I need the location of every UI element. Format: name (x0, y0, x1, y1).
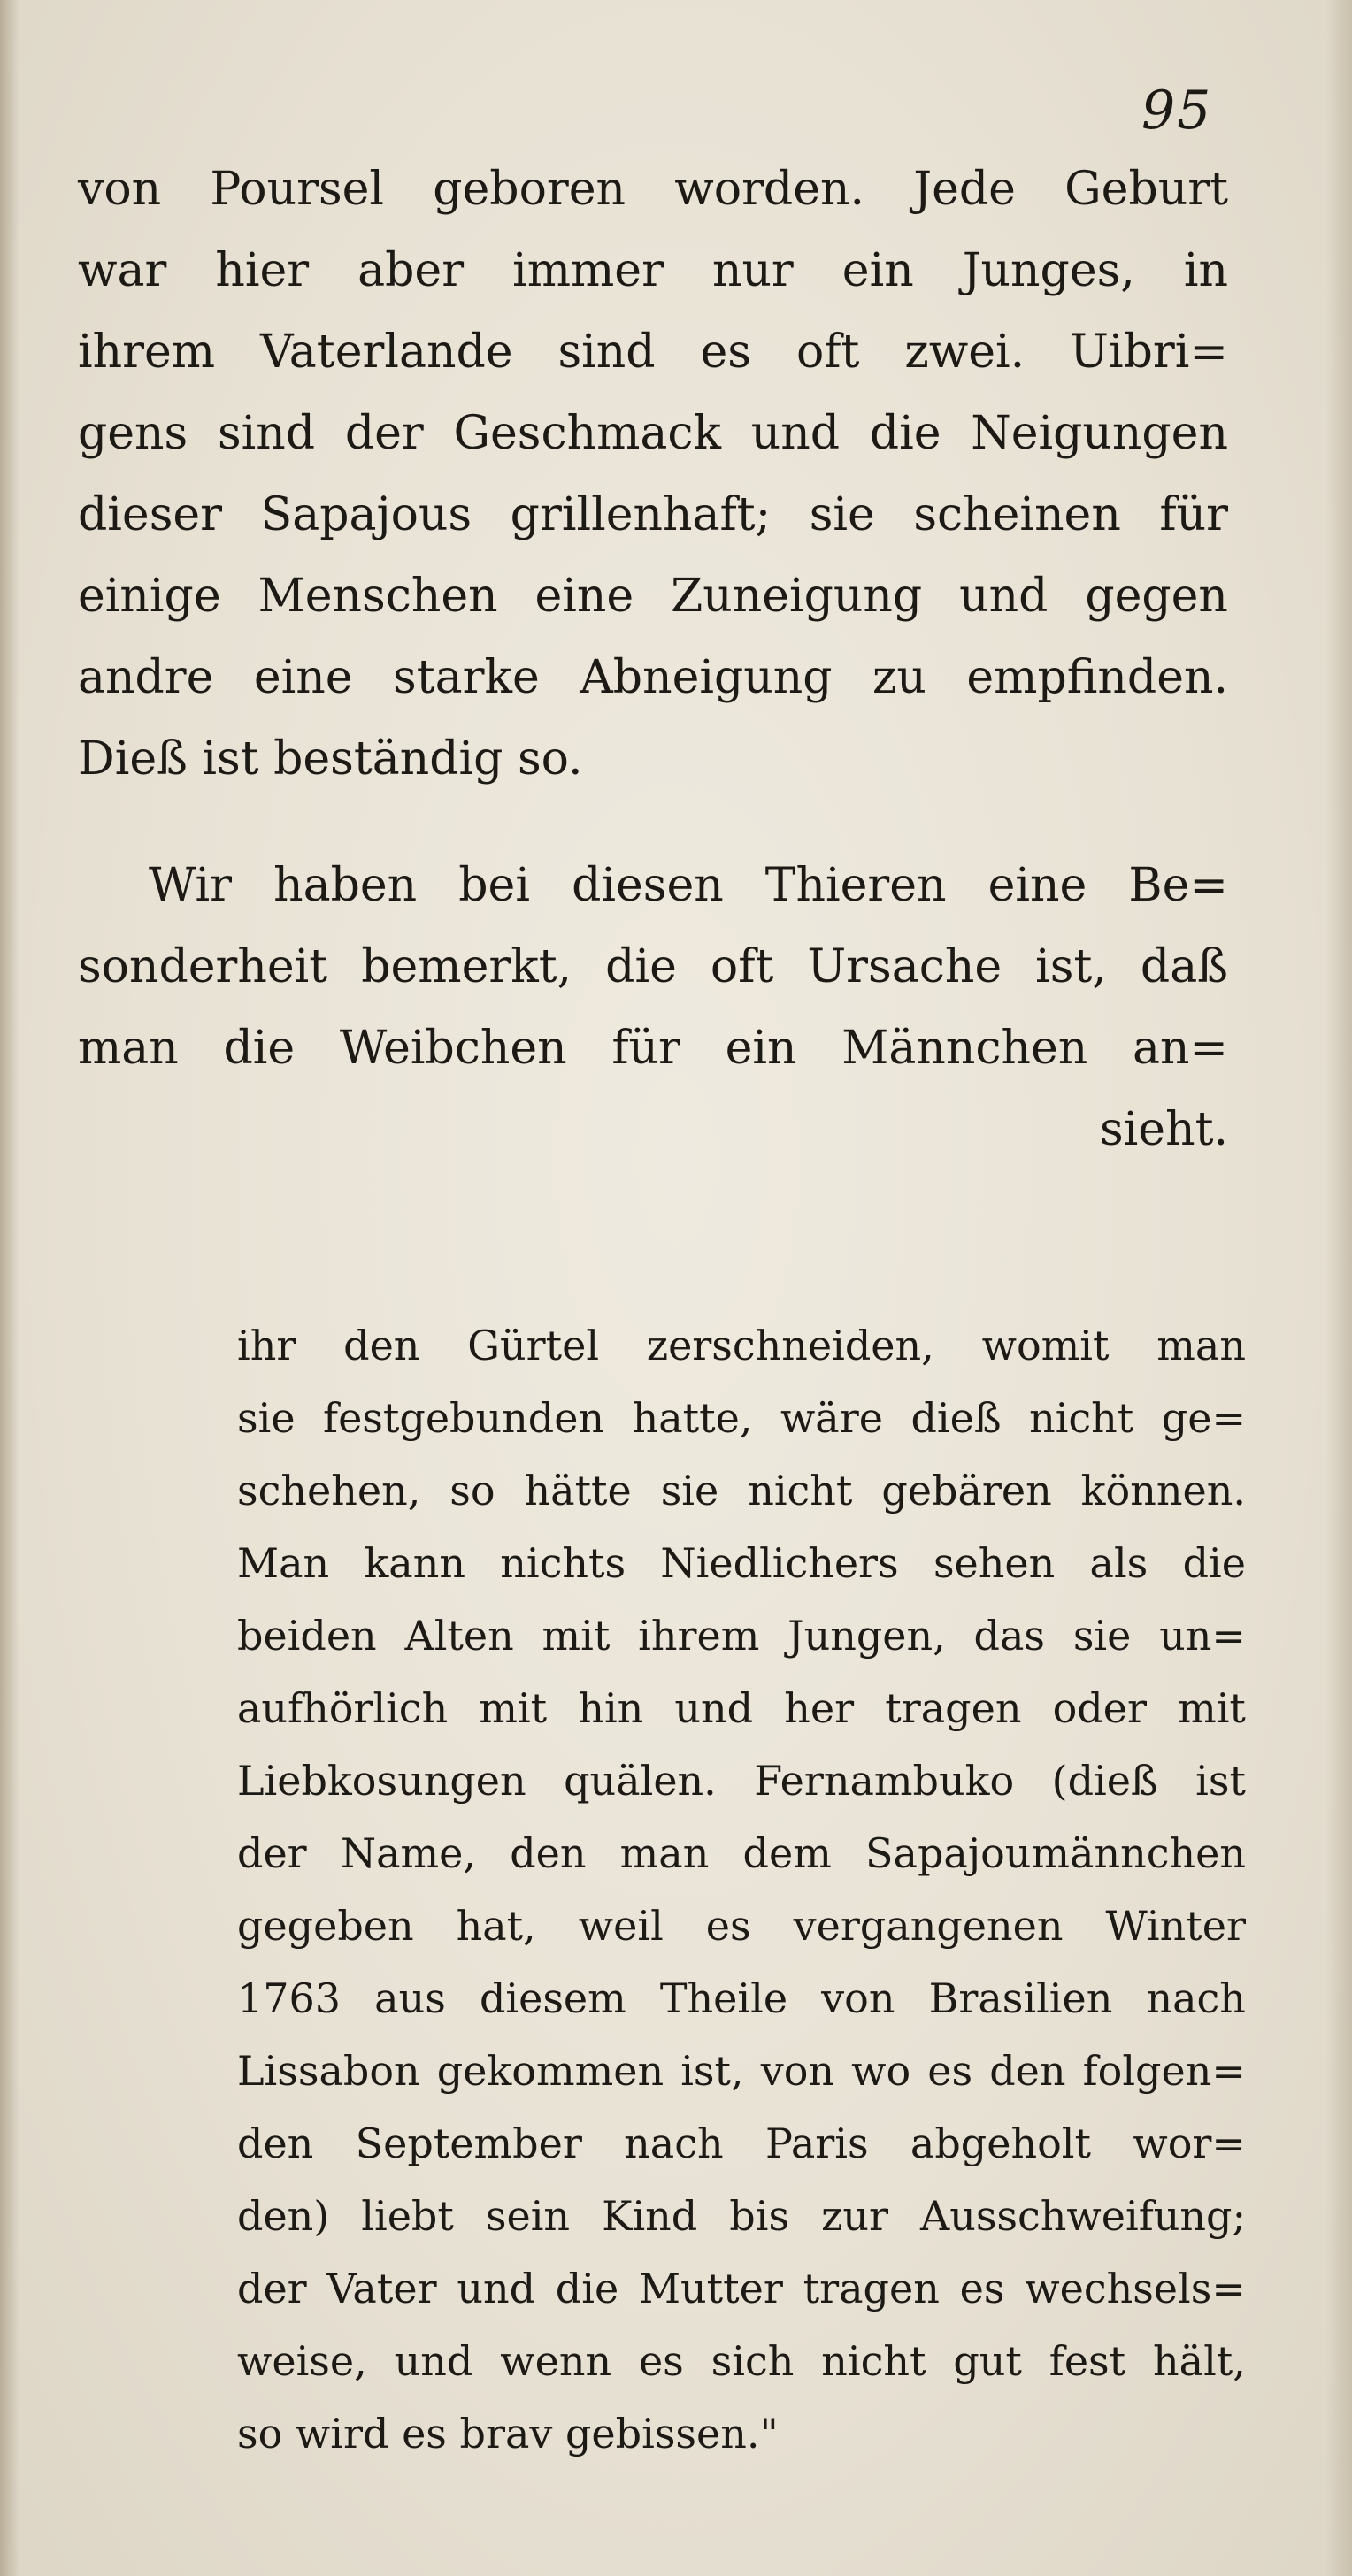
word: wechsels= (1025, 2265, 1246, 2312)
word: den (237, 2120, 314, 2167)
word: ihrem (638, 1612, 760, 1660)
word: Jungen, (787, 1612, 946, 1660)
word: Geburt (1064, 163, 1228, 216)
quote-line (237, 1890, 1246, 1962)
word: Fernambuko (754, 1757, 1015, 1805)
word: hier (215, 244, 310, 297)
word: scheinen (913, 488, 1121, 541)
paragraph-2 (78, 845, 1228, 1170)
word: aber (357, 244, 465, 297)
word: Name, (340, 1829, 476, 1877)
word: bis (729, 2192, 790, 2240)
quote-line (237, 1527, 1246, 1599)
word: tragen (885, 1684, 1022, 1732)
word: grillenhaft; (510, 488, 772, 541)
word: Winter (1105, 1902, 1246, 1950)
word: zerschneiden, (646, 1322, 934, 1369)
word: und (674, 1684, 754, 1732)
word: Paris (764, 2120, 869, 2167)
word: mit (1178, 1684, 1246, 1732)
word: September (355, 2120, 582, 2167)
word: nach (1146, 1974, 1246, 2022)
quote-line (237, 1454, 1246, 1527)
word: es (705, 1902, 751, 1950)
word: kann (364, 1539, 465, 1587)
paragraph-1-line (78, 637, 1228, 718)
word: die (605, 940, 677, 993)
word: folgen= (1082, 2047, 1246, 2095)
word: Theile (659, 1974, 788, 2022)
word: einige (78, 570, 221, 623)
paragraph-2-line (78, 845, 1228, 926)
word: es (927, 2047, 973, 2095)
word: nur (711, 244, 794, 297)
word: Brasilien (928, 1974, 1113, 2022)
word: womit (981, 1322, 1110, 1369)
page-edge-shadow-left (0, 0, 19, 2576)
word: beiden (237, 1612, 377, 1660)
paragraph-1-line: Dieß ist beständig so. (78, 732, 583, 786)
word: sich (711, 2337, 795, 2385)
word: gegeben (237, 1902, 414, 1950)
word: ist (1195, 1757, 1246, 1805)
word: bemerkt, (361, 940, 572, 993)
word: zu (872, 651, 926, 704)
word: sind (217, 407, 316, 460)
word: wäre (780, 1394, 883, 1442)
word: Sapajoumännchen (865, 1829, 1246, 1877)
word: mit (542, 1612, 611, 1660)
quote-line (237, 1599, 1246, 1672)
word: abgeholt (910, 2120, 1091, 2167)
quote-line (237, 2107, 1246, 2180)
word: eine (534, 570, 634, 623)
word: die (869, 407, 941, 460)
page-number: 95 (1141, 80, 1213, 142)
word: Uibri= (1070, 326, 1228, 379)
word: fest (1049, 2337, 1126, 2385)
word: Thieren (764, 859, 947, 912)
quote-line (237, 2035, 1246, 2107)
word: den (989, 2047, 1066, 2095)
word: eine (253, 651, 353, 704)
word: von (760, 2047, 835, 2095)
quote-line (237, 1744, 1246, 1817)
word: gut (953, 2337, 1022, 2385)
word: sehen (933, 1539, 1056, 1587)
word: Geschmack (453, 407, 722, 460)
paragraph-2-line (78, 1008, 1228, 1089)
word: mit (479, 1684, 548, 1732)
paragraph-2-line: sieht. (1099, 1103, 1228, 1156)
word: Man (237, 1539, 330, 1587)
word: die (555, 2265, 619, 2312)
quoted-passage (237, 1309, 1246, 2470)
word: sie (809, 488, 875, 541)
word: hat, (456, 1902, 536, 1950)
word: ist, (1035, 940, 1107, 993)
word: oft (710, 940, 774, 993)
word: wo (851, 2047, 911, 2095)
word: es (700, 326, 751, 379)
word: zwei. (904, 326, 1026, 379)
word: diesen (572, 859, 724, 912)
word: ihr (237, 1322, 296, 1369)
word: den (510, 1829, 587, 1877)
word: Wir (149, 859, 233, 912)
word: hin (578, 1684, 644, 1732)
word: können. (1080, 1467, 1246, 1514)
paragraph-1-line (78, 556, 1228, 637)
word: in (1183, 244, 1228, 297)
word: ein (841, 244, 914, 297)
word: Gürtel (467, 1322, 600, 1369)
word: geboren (433, 163, 626, 216)
word: gekommen (436, 2047, 664, 2095)
word: von (821, 1974, 895, 2022)
word: eine (987, 859, 1087, 912)
word: Kind (602, 2192, 698, 2240)
word: hätte (524, 1467, 632, 1514)
word: für (1159, 488, 1228, 541)
quote-line (237, 1962, 1246, 2035)
word: dem (742, 1829, 832, 1877)
word: bei (458, 859, 530, 912)
word: zur (821, 2192, 888, 2240)
word: für (611, 1022, 680, 1075)
word: starke (393, 651, 540, 704)
word: Menschen (257, 570, 498, 623)
word: daß (1140, 940, 1228, 993)
word: weil (578, 1902, 664, 1950)
word: sie (1072, 1612, 1132, 1660)
word: hatte, (632, 1394, 753, 1442)
word: von (78, 163, 162, 216)
word: sein (485, 2192, 571, 2240)
word: ein (725, 1022, 797, 1075)
word: Be= (1128, 859, 1228, 912)
word: aufhörlich (237, 1684, 449, 1732)
word: Ursache (807, 940, 1002, 993)
word: der (344, 407, 424, 460)
word: so (449, 1467, 495, 1514)
word: gebären (881, 1467, 1052, 1514)
word: Junges, (962, 244, 1135, 297)
word: man (1156, 1322, 1246, 1369)
quote-line (237, 2180, 1246, 2252)
word: quälen. (564, 1757, 717, 1805)
paragraph-1-line (78, 474, 1228, 556)
word: andre (78, 651, 214, 704)
word: Sapajous (260, 488, 472, 541)
word: Vater (326, 2265, 437, 2312)
word: dieser (78, 488, 223, 541)
word: war (78, 244, 167, 297)
quote-line (237, 1672, 1246, 1744)
word: nicht (1029, 1394, 1134, 1442)
word: nicht (821, 2337, 926, 2385)
word: der (237, 1829, 307, 1877)
word: vergangenen (793, 1902, 1064, 1950)
word: das (973, 1612, 1046, 1660)
quote-line: so wird es brav gebissen." (237, 2410, 779, 2457)
word: un= (1159, 1612, 1246, 1660)
word: liebt (361, 2192, 454, 2240)
word: Alten (404, 1612, 514, 1660)
paragraph-1-line (78, 393, 1228, 474)
word: als (1089, 1539, 1148, 1587)
word: gens (78, 407, 188, 460)
word: es (638, 2337, 684, 2385)
word: Poursel (210, 163, 385, 216)
word: oft (795, 326, 860, 379)
word: aus (374, 1974, 446, 2022)
word: Abneigung (580, 651, 833, 704)
word: ist, (680, 2047, 744, 2095)
page-edge-shadow-right (1325, 0, 1352, 2576)
word: sie (237, 1394, 296, 1442)
word: und (959, 570, 1049, 623)
paragraph-2-line (78, 926, 1228, 1008)
word: Ausschweifung; (919, 2192, 1246, 2240)
word: schehen, (237, 1467, 421, 1514)
quote-line (237, 1382, 1246, 1454)
word: sie (660, 1467, 719, 1514)
word: Lissabon (237, 2047, 420, 2095)
word: 1763 (237, 1974, 342, 2022)
word: Weibchen (339, 1022, 567, 1075)
word: wor= (1133, 2120, 1246, 2167)
word: nichts (500, 1539, 626, 1587)
paragraph-1 (78, 149, 1228, 800)
word: die (223, 1022, 296, 1075)
word: man (78, 1022, 179, 1075)
paragraph-1-line (78, 230, 1228, 311)
paragraph-1-line (78, 311, 1228, 393)
word: gegen (1085, 570, 1228, 623)
word: Männchen (841, 1022, 1088, 1075)
quote-line (237, 1309, 1246, 1382)
word: die (1182, 1539, 1246, 1587)
word: Vaterlande (260, 326, 513, 379)
word: Jede (913, 163, 1016, 216)
word: nach (624, 2120, 724, 2167)
word: sind (557, 326, 656, 379)
word: Mutter (638, 2265, 783, 2312)
word: an= (1132, 1022, 1228, 1075)
word: nicht (748, 1467, 853, 1514)
paragraph-1-line (78, 149, 1228, 230)
word: diesem (479, 1974, 626, 2022)
word: Niedlichers (660, 1539, 899, 1587)
word: festgebunden (323, 1394, 605, 1442)
quote-line (237, 1817, 1246, 1890)
quote-line (237, 2325, 1246, 2397)
word: und (457, 2265, 536, 2312)
word: Zuneigung (671, 570, 923, 623)
word: (dieß (1051, 1757, 1158, 1805)
word: man (619, 1829, 710, 1877)
word: hält, (1153, 2337, 1246, 2385)
word: weise, (237, 2337, 367, 2385)
word: es (959, 2265, 1005, 2312)
quote-line (237, 2252, 1246, 2325)
word: her (784, 1684, 855, 1732)
word: haben (273, 859, 418, 912)
word: Liebkosungen (237, 1757, 526, 1805)
word: empfinden. (966, 651, 1228, 704)
word: den) (237, 2192, 330, 2240)
word: ge= (1161, 1394, 1246, 1442)
word: tragen (803, 2265, 940, 2312)
word: und (750, 407, 841, 460)
word: immer (512, 244, 664, 297)
word: dieß (910, 1394, 1002, 1442)
word: Neigungen (971, 407, 1228, 460)
word: ihrem (78, 326, 216, 379)
word: und (394, 2337, 473, 2385)
word: der (237, 2265, 307, 2312)
word: sonderheit (78, 940, 328, 993)
word: wenn (500, 2337, 612, 2385)
word: worden. (674, 163, 865, 216)
word: den (343, 1322, 420, 1369)
word: oder (1052, 1684, 1147, 1732)
